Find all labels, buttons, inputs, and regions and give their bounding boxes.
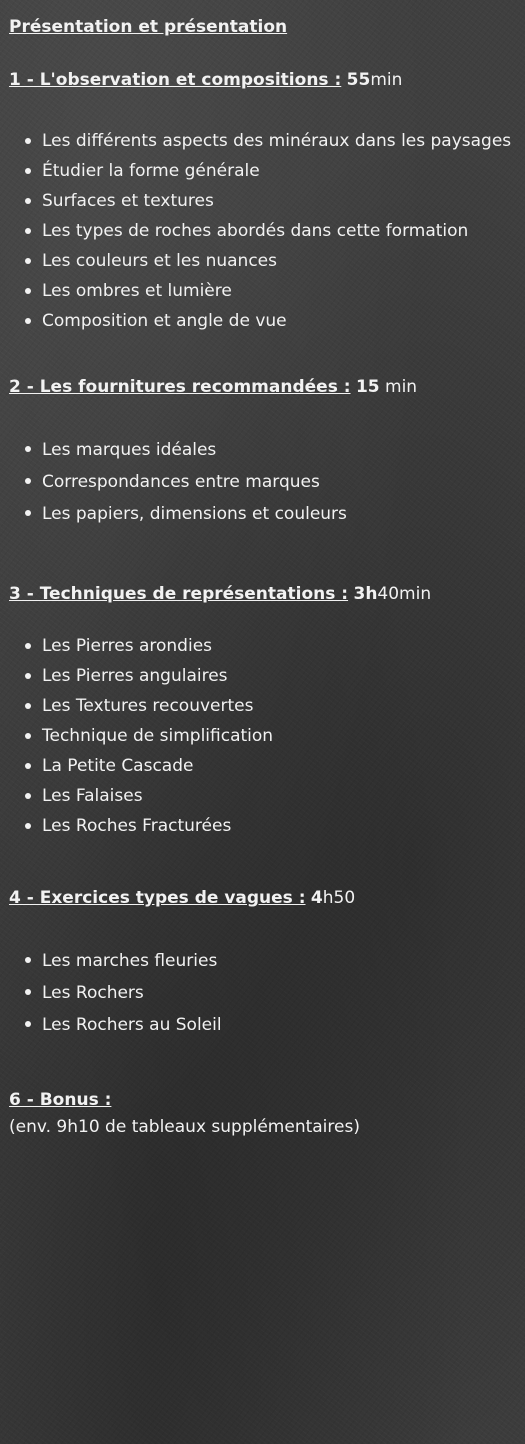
section-items-3 xyxy=(9,631,514,841)
section-items-1 xyxy=(9,126,514,336)
list-item: Les Roches Fracturées xyxy=(42,811,514,841)
list-item: Technique de simplification xyxy=(42,721,514,751)
bonus-label: 6 - Bonus : xyxy=(9,1090,112,1110)
section-items-2 xyxy=(9,434,514,530)
list-item: Les couleurs et les nuances xyxy=(42,246,514,276)
bonus-heading xyxy=(9,1087,514,1113)
list-item: Les Pierres angulaires xyxy=(42,661,514,691)
section-duration-unit: min xyxy=(370,70,403,90)
section-duration-unit: 40min xyxy=(377,584,432,604)
list-item: Les papiers, dimensions et couleurs xyxy=(42,498,514,530)
section-duration-value: 3h xyxy=(353,584,378,604)
section-duration-unit: h50 xyxy=(322,888,356,908)
course-outline xyxy=(9,14,514,1141)
list-item: Composition et angle de vue xyxy=(42,306,514,336)
list-item: Étudier la forme générale xyxy=(42,156,514,186)
list-item: Les marches fleuries xyxy=(42,945,514,977)
section-duration-value: 15 xyxy=(355,377,380,397)
section-heading-1 xyxy=(9,67,514,93)
list-item: Correspondances entre marques xyxy=(42,466,514,498)
list-item: Les ombres et lumière xyxy=(42,276,514,306)
page-title: Présentation et présentation xyxy=(9,17,288,37)
section-duration-value: 4 xyxy=(310,888,323,908)
list-item: Les Rochers au Soleil xyxy=(42,1009,514,1041)
section-heading-4 xyxy=(9,885,514,911)
section-duration-unit: min xyxy=(385,377,418,397)
list-item: Les types de roches abordés dans cette formation xyxy=(42,216,514,246)
list-item: Les différents aspects des minéraux dans les paysages xyxy=(42,126,514,156)
section-label: 1 - L'observation et compositions : xyxy=(9,70,342,90)
section-label: 2 - Les fournitures recommandées : xyxy=(9,377,351,397)
list-item: Les Pierres arondies xyxy=(42,631,514,661)
list-item: Les Rochers xyxy=(42,977,514,1009)
section-heading-2 xyxy=(9,374,514,400)
section-heading-3 xyxy=(9,581,514,607)
section-items-4 xyxy=(9,945,514,1041)
bonus-note: (env. 9h10 de tableaux supplémentaires) xyxy=(9,1117,360,1137)
list-item: Surfaces et textures xyxy=(42,186,514,216)
section-label: 3 - Techniques de représentations : xyxy=(9,584,349,604)
list-item: Les marques idéales xyxy=(42,434,514,466)
list-item: Les Textures recouvertes xyxy=(42,691,514,721)
section-label: 4 - Exercices types de vagues : xyxy=(9,888,306,908)
list-item: Les Falaises xyxy=(42,781,514,811)
section-duration-value: 55 xyxy=(346,70,371,90)
list-item: La Petite Cascade xyxy=(42,751,514,781)
